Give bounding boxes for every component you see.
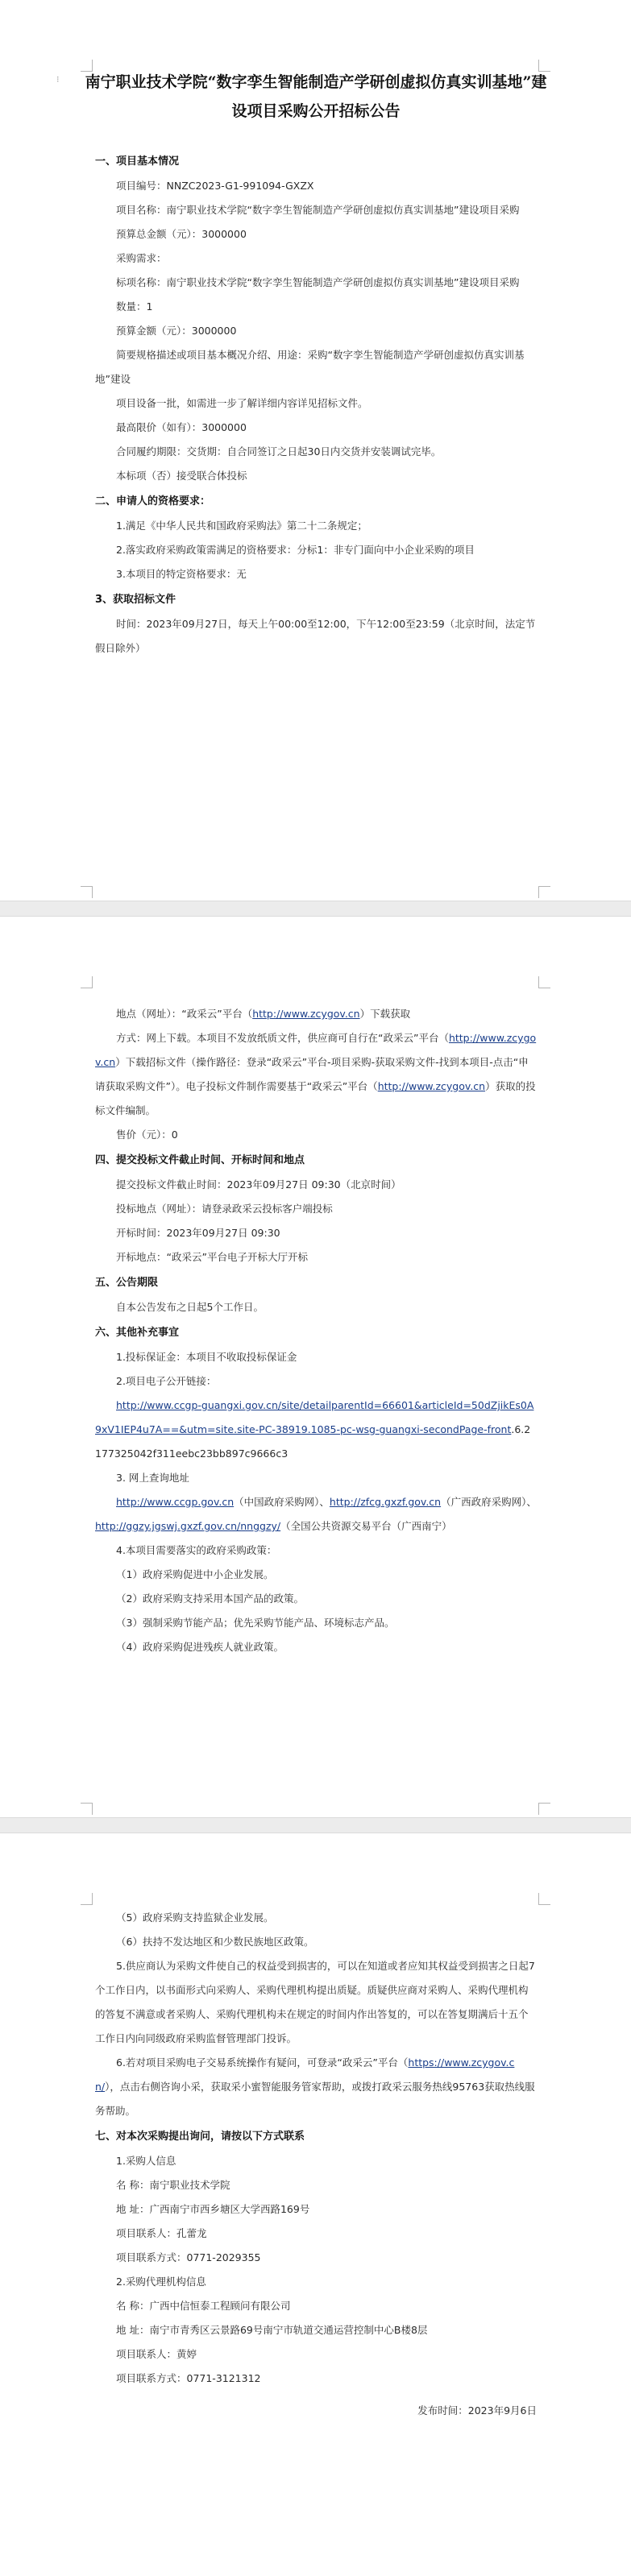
- quantity: 数量：1: [116, 300, 153, 313]
- opening-time: 开标时间：2023年09月27日 09:30: [116, 1227, 280, 1239]
- spacer: [95, 2391, 537, 2399]
- document-page-2: [0, 917, 631, 1817]
- buyer-name: 名 称：南宁职业技术学院: [116, 2179, 230, 2191]
- agent-heading: 2.采购代理机构信息: [116, 2276, 206, 2288]
- zcygov-link[interactable]: http://www.zcygov.cn: [252, 1008, 360, 1020]
- page-corner-mark: [538, 886, 550, 898]
- section-heading: 一、项目基本情况: [95, 155, 180, 168]
- project-name: 项目名称：南宁职业技术学院“数字孪生智能制造产学研创虚拟仿真实训基地”建设项目采购: [116, 204, 520, 216]
- agent-contact: 项目联系人：黄婷: [116, 2348, 197, 2360]
- obtain-place: 地点（网址）：“政采云”平台（http://www.zcygov.cn）下载获取: [116, 1008, 411, 1020]
- query-address-label: 3. 网上查询地址: [116, 1472, 189, 1484]
- opening-place: 开标地点：“政采云”平台电子开标大厅开标: [116, 1251, 308, 1263]
- procurement-needs: 采购需求：: [116, 252, 167, 264]
- section-heading: 四、提交投标文件截止时间、开标时间和地点: [95, 1154, 305, 1166]
- agent-name: 名 称：广西中信恒泰工程顾问有限公司: [116, 2300, 291, 2312]
- qualification-item: 2.落实政府采购政策需满足的资格要求：分标1：非专门面向中小企业采购的项目: [116, 544, 475, 556]
- page-body: [85, 68, 547, 661]
- obtain-time: 时间：2023年09月27日，每天上午00:00至12:00，下午12:00至23:59（北京时间，法定节假日除外）: [95, 618, 536, 654]
- zcygov-link[interactable]: https://www.zcygov.cn/: [95, 2056, 515, 2093]
- submission-place: 投标地点（网址）：请登录政采云投标客户端投标: [116, 1203, 333, 1215]
- consortium-note: 本标项（否）接受联合体投标: [116, 470, 247, 482]
- policy-item: （3）强制采购节能产品；优先采购节能产品、环境标志产品。: [116, 1617, 395, 1629]
- document-page-3: [0, 1833, 631, 2576]
- buyer-address: 地 址：广西南宁市西乡塘区大学西路169号: [116, 2203, 310, 2215]
- budget-amount: 预算金额（元）：3000000: [116, 325, 237, 337]
- section-heading: 六、其他补充事宜: [95, 1327, 180, 1339]
- document-price: 售价（元）：0: [116, 1129, 178, 1141]
- document-page-1: [0, 0, 631, 901]
- page-title: 南宁职业技术学院“数字孪生智能制造产学研创虚拟仿真实训基地”建设项目采购公开招标公告: [85, 73, 547, 120]
- policy-item: （6）扶持不发达地区和少数民族地区政策。: [116, 1936, 314, 1948]
- electronic-link-label: 2.项目电子公开链接：: [116, 1375, 217, 1387]
- ggzy-link[interactable]: http://ggzy.jgswj.gxzf.gov.cn/nnggzy/: [95, 1520, 281, 1532]
- max-price: 最高限价（如有）：3000000: [116, 421, 247, 433]
- qualification-item: 1.满足《中华人民共和国政府采购法》第二十二条规定；: [116, 520, 367, 532]
- electronic-link: http://www.ccgp-guangxi.gov.cn/site/detailparentId=66601&articleId=50dZjikEs0A9xV1IEP4u7A==&utm=site.site-PC-38919.1085-pc-wsg-guangxi-secondPage-front.6.2177325042f311eebc23bb897c9666c3: [95, 1399, 534, 1460]
- page-corner-mark: [538, 1893, 550, 1905]
- page-corner-mark: [81, 886, 93, 898]
- policy-item: （2）政府采购支持采用本国产品的政策。: [116, 1592, 304, 1605]
- obtain-method: 方式：网上下载。本项目不发放纸质文件，供应商可自行在“政采云”平台（http://www.zcygov.cn）下载招标文件（操作路径：登录“政采云”平台-项目采购-获取采购文件-找到本项目-点击“申请获取采购文件”）。电子投标文件制作需要基于“政采云”平台（http://www.zcygov.cn）获取的投标文件编制。: [95, 1032, 537, 1116]
- ccgp-guangxi-link[interactable]: http://www.ccgp-guangxi.gov.cn/site/detailparentId=66601&articleId=50dZjikEs0A9xV1IEP4u7A==&utm=site.site-PC-38919.1085-pc-wsg-guangxi-secondPage-front: [95, 1399, 534, 1435]
- budget-total: 预算总金额（元）：3000000: [116, 228, 247, 240]
- section-heading: 3、获取招标文件: [95, 594, 176, 606]
- policy-heading: 4.本项目需要落实的政府采购政策：: [116, 1544, 277, 1556]
- page-body: [95, 1906, 537, 2423]
- brief-description: 简要规格描述或项目基本概况介绍、用途：采购“数字孪生智能制造产学研创虚拟仿真实训基地”建设: [95, 349, 525, 385]
- section-heading: 七、对本次采购提出询问，请按以下方式联系: [95, 2131, 305, 2143]
- complaint-note: 5.供应商认为采购文件使自己的权益受到损害的，可以在知道或者应知其权益受到损害之日起7个工作日内，以书面形式向采购人、采购代理机构提出质疑。质疑供应商对采购人、采购代理机构的答复不满意或者采购人、采购代理机构未在规定的时间内作出答复的，可以在答复期满后十五个工作日内向同级政府采购监督管理部门投诉。: [95, 1960, 535, 2044]
- buyer-contact: 项目联系人：孔蕾龙: [116, 2227, 207, 2239]
- policy-item: （5）政府采购支持监狱企业发展。: [116, 1911, 274, 1924]
- zcygov-link[interactable]: http://www.zcygov.cn: [377, 1080, 486, 1092]
- agent-phone: 项目联系方式：0771-3121312: [116, 2372, 261, 2384]
- policy-item: （1）政府采购促进中小企业发展。: [116, 1568, 274, 1580]
- buyer-heading: 1.采购人信息: [116, 2155, 176, 2167]
- lot-name: 标项名称：南宁职业技术学院“数字孪生智能制造产学研创虚拟仿真实训基地”建设项目采购: [116, 276, 520, 288]
- qualification-item: 3.本项目的特定资格要求：无: [116, 568, 247, 580]
- section-heading: 五、公告期限: [95, 1277, 159, 1289]
- zfcg-gxzf-link[interactable]: http://zfcg.gxzf.gov.cn: [329, 1496, 442, 1508]
- section-heading: 二、申请人的资格要求：: [95, 495, 211, 507]
- page-body: [95, 1002, 537, 1659]
- submission-deadline: 提交投标文件截止时间：2023年09月27日 09:30（北京时间）: [116, 1178, 401, 1191]
- query-addresses: http://www.ccgp.gov.cn（中国政府采购网）、http://zfcg.gxzf.gov.cn（广西政府采购网）、http://ggzy.jgswj.gxzf.gov.cn/nnggzy/（全国公共资源交易平台（广西南宁）: [95, 1496, 537, 1532]
- page-corner-mark: [538, 1803, 550, 1815]
- notice-period: 自本公告发布之日起5个工作日。: [116, 1301, 264, 1313]
- zcygov-link[interactable]: http://www.zcygov.cn: [95, 1032, 537, 1068]
- ccgp-link[interactable]: http://www.ccgp.gov.cn: [116, 1496, 235, 1508]
- page-corner-mark: [538, 976, 550, 988]
- deposit-note: 1.投标保证金：本项目不收取投标保证金: [116, 1351, 297, 1363]
- agent-address: 地 址：南宁市青秀区云景路69号南宁市轨道交通运营控制中心B楼8层: [116, 2324, 428, 2336]
- contract-period: 合同履约期限：交货期：自合同签订之日起30日内交货并安装调试完毕。: [116, 445, 442, 458]
- support-note: 6.若对项目采购电子交易系统操作有疑问，可登录“政采云”平台（https://www.zcygov.cn/），点击右侧咨询小采，获取采小蜜智能服务管家帮助，或拨打政采云服务热线95763获取热线服务帮助。: [95, 2056, 535, 2117]
- project-number: 项目编号：NNZC2023-G1-991094-GXZX: [116, 180, 314, 192]
- page-corner-mark: [81, 1893, 93, 1905]
- page-corner-mark: [81, 976, 93, 988]
- buyer-phone: 项目联系方式：0771-2029355: [116, 2251, 261, 2263]
- policy-item: （4）政府采购促进残疾人就业政策。: [116, 1641, 284, 1653]
- publish-date: 发布时间：2023年9月6日: [417, 2404, 537, 2417]
- paragraph-marker-icon: ⁝: [56, 74, 60, 85]
- page-corner-mark: [81, 1803, 93, 1815]
- equipment-note: 项目设备一批，如需进一步了解详细内容详见招标文件。: [116, 397, 368, 409]
